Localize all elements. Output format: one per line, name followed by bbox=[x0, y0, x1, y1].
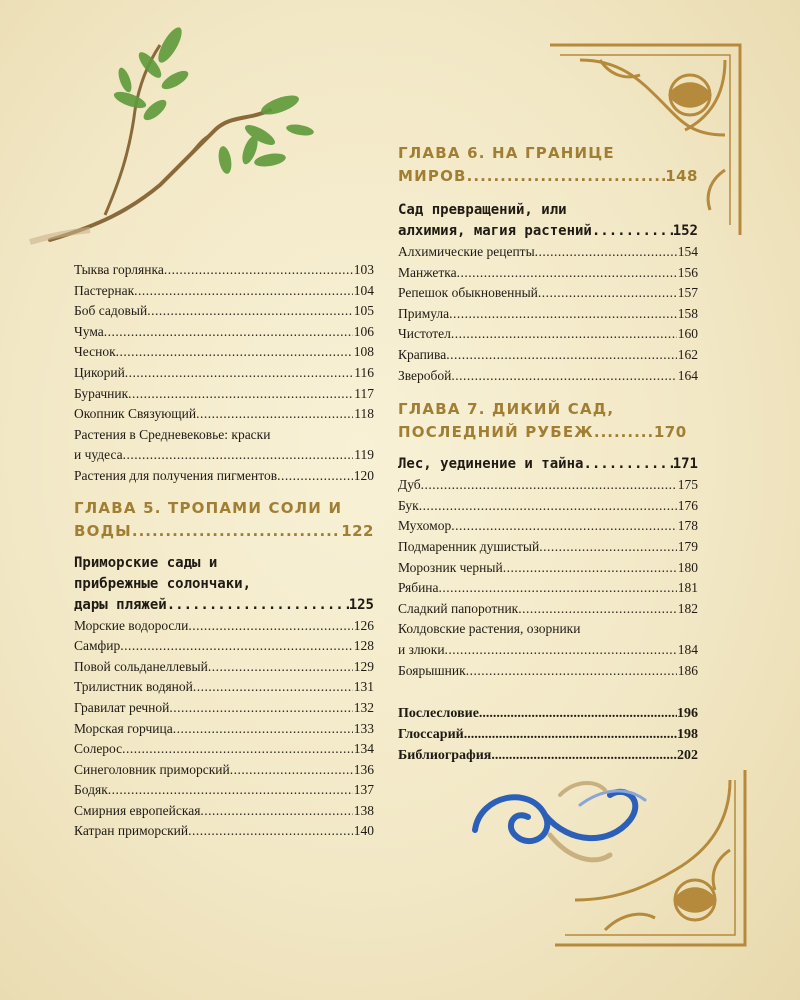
toc-entry-page: 179 bbox=[677, 538, 698, 554]
chapter-title-line: ВОДЫ bbox=[74, 521, 132, 540]
toc-entry[interactable] bbox=[398, 304, 698, 325]
toc-entry-title: Смирния европейская bbox=[74, 802, 201, 818]
back-matter-entry[interactable] bbox=[398, 745, 698, 766]
toc-entry-page: 156 bbox=[677, 264, 698, 280]
toc-entry-page: 180 bbox=[677, 559, 698, 575]
leader-dots bbox=[594, 421, 654, 444]
toc-entry-title: Крапива bbox=[398, 346, 447, 362]
leader-dots bbox=[128, 384, 353, 405]
chapter-title-line: ГЛАВА 5. ТРОПАМИ СОЛИ И bbox=[74, 498, 343, 517]
toc-entry[interactable] bbox=[74, 801, 374, 822]
toc-entry-page: 134 bbox=[353, 741, 374, 757]
toc-entries-group bbox=[74, 260, 374, 425]
toc-entry-page: 104 bbox=[353, 282, 374, 298]
toc-entries-group bbox=[398, 242, 698, 386]
toc-entry[interactable] bbox=[398, 242, 698, 263]
section-title-line: алхимия, магия растений bbox=[398, 223, 592, 239]
toc-entry-title: Алхимические рецепты bbox=[398, 244, 535, 259]
toc-entry-title: Подмаренник душистый bbox=[398, 538, 540, 554]
toc-entry[interactable] bbox=[74, 301, 374, 322]
leader-dots bbox=[188, 616, 352, 637]
toc-entry-page: 157 bbox=[677, 285, 698, 301]
toc-entry-page: 137 bbox=[353, 782, 374, 798]
toc-entry[interactable] bbox=[74, 760, 374, 781]
toc-entry[interactable] bbox=[398, 345, 698, 366]
leader-dots bbox=[451, 516, 677, 537]
toc-entry-page: 126 bbox=[353, 617, 374, 633]
toc-entry-page: 186 bbox=[677, 662, 698, 678]
toc-entry-title: Цикорий bbox=[74, 364, 125, 380]
toc-entry[interactable] bbox=[74, 404, 374, 425]
toc-entry-title: Морские водоросли bbox=[74, 617, 189, 633]
leader-dots bbox=[592, 221, 673, 242]
chapter-page: 148 bbox=[665, 167, 698, 185]
plant-branch-illustration bbox=[10, 10, 340, 260]
leader-dots bbox=[122, 739, 353, 760]
leader-dots bbox=[164, 260, 353, 281]
toc-entry-title: Чума bbox=[74, 323, 104, 339]
leader-dots bbox=[421, 475, 677, 496]
toc-entry-page: 103 bbox=[353, 262, 374, 277]
chapter-heading[interactable] bbox=[398, 142, 698, 188]
toc-entry[interactable] bbox=[398, 619, 698, 640]
toc-entry-page: 106 bbox=[353, 323, 374, 339]
toc-entry-page: 120 bbox=[353, 467, 374, 483]
section-heading[interactable] bbox=[398, 454, 698, 475]
toc-entry-title: Бук bbox=[398, 497, 419, 513]
leader-dots bbox=[169, 698, 352, 719]
toc-entry-page: 198 bbox=[677, 727, 698, 743]
toc-entry[interactable] bbox=[74, 821, 374, 842]
toc-entry-title: Боб садовый bbox=[74, 303, 148, 319]
leader-dots bbox=[467, 165, 666, 188]
leader-dots bbox=[445, 640, 677, 661]
toc-entry-page: 140 bbox=[353, 823, 374, 839]
toc-entry-page: 160 bbox=[677, 326, 698, 342]
toc-entry[interactable] bbox=[74, 466, 374, 487]
leader-dots bbox=[451, 324, 677, 345]
leader-dots bbox=[147, 301, 353, 322]
leader-dots bbox=[464, 724, 677, 745]
toc-entry-title: Боярышник bbox=[398, 662, 466, 678]
toc-entry-continuation[interactable] bbox=[398, 640, 698, 661]
toc-entry-title: Примула bbox=[398, 305, 450, 321]
toc-entry[interactable] bbox=[74, 636, 374, 657]
toc-entries-group bbox=[398, 475, 698, 619]
chapter-heading[interactable] bbox=[74, 497, 374, 543]
section-heading[interactable] bbox=[74, 553, 374, 616]
leader-dots bbox=[134, 281, 353, 302]
toc-entry-title: Окопник Связующий bbox=[74, 406, 197, 422]
leader-dots bbox=[466, 661, 677, 682]
toc-entry[interactable] bbox=[398, 537, 698, 558]
toc-entry[interactable] bbox=[74, 616, 374, 637]
toc-entry-page: 154 bbox=[677, 244, 698, 259]
leader-dots bbox=[491, 745, 677, 766]
toc-entry-page: 105 bbox=[353, 303, 374, 319]
toc-entry-page: 118 bbox=[354, 406, 374, 422]
leader-dots bbox=[200, 801, 352, 822]
toc-entry[interactable] bbox=[398, 558, 698, 579]
leader-dots bbox=[439, 578, 677, 599]
toc-entry-title: Морозник черный bbox=[398, 559, 503, 575]
toc-entry-title: Синеголовник приморский bbox=[74, 761, 230, 777]
toc-entry-title: Колдовские растения, озорники bbox=[398, 621, 581, 637]
toc-entry-title: Сладкий папоротник bbox=[398, 600, 519, 616]
toc-entry-title: Трилистник водяной bbox=[74, 679, 193, 695]
toc-entry-title: Растения для получения пигментов bbox=[74, 467, 278, 483]
leader-dots bbox=[449, 304, 677, 325]
leader-dots bbox=[539, 537, 677, 558]
section-title-line: Приморские сады и bbox=[74, 554, 218, 571]
toc-entry-title: Гравилат речной bbox=[74, 699, 170, 715]
toc-entry[interactable] bbox=[74, 698, 374, 719]
toc-entry[interactable] bbox=[74, 342, 374, 363]
section-page: 171 bbox=[672, 456, 698, 473]
leader-dots bbox=[457, 263, 677, 284]
toc-entry[interactable] bbox=[74, 384, 374, 405]
toc-entry-title: Повой сольданеллевый bbox=[74, 658, 208, 674]
toc-entry-title: Манжетка bbox=[398, 264, 457, 280]
toc-entry-title: Растения в Средневековье: краски bbox=[74, 426, 271, 442]
chapter-page: 122 bbox=[341, 521, 374, 540]
toc-entry[interactable] bbox=[398, 578, 698, 599]
toc-entry-title: Зверобой bbox=[398, 367, 452, 383]
chapter-title-line: ГЛАВА 7. ДИКИЙ САД, bbox=[398, 400, 615, 419]
toc-entry[interactable] bbox=[74, 657, 374, 678]
chapter-title-line: ПОСЛЕДНИЙ РУБЕЖ bbox=[398, 423, 594, 442]
toc-entry-page: 119 bbox=[354, 447, 374, 463]
toc-entry-page: 116 bbox=[354, 364, 374, 380]
leader-dots bbox=[479, 703, 677, 724]
leader-dots bbox=[518, 599, 677, 620]
toc-entry-page: 132 bbox=[353, 699, 374, 715]
leader-dots bbox=[277, 466, 353, 487]
toc-entry[interactable] bbox=[398, 661, 698, 682]
toc-entry[interactable] bbox=[398, 516, 698, 537]
leader-dots bbox=[208, 657, 353, 678]
toc-entry-title: Чистотел bbox=[398, 326, 451, 342]
toc-entry-page: 131 bbox=[353, 679, 374, 695]
toc-entry-page: 181 bbox=[677, 580, 698, 596]
leader-dots bbox=[108, 780, 353, 801]
section-title-line: Лес, уединение и тайна bbox=[398, 456, 584, 473]
leader-dots bbox=[132, 520, 341, 543]
toc-entry[interactable] bbox=[74, 780, 374, 801]
toc-entry-page: 184 bbox=[677, 641, 698, 657]
toc-entry-page: 182 bbox=[677, 600, 698, 616]
toc-entry[interactable] bbox=[74, 281, 374, 302]
toc-entry[interactable] bbox=[74, 260, 374, 281]
section-title-line: прибрежные солончаки, bbox=[74, 575, 252, 592]
toc-entry-title: Катран приморский bbox=[74, 823, 189, 839]
toc-entry-title: и злюки bbox=[398, 641, 445, 657]
leader-dots bbox=[125, 363, 353, 384]
toc-entry-page: 117 bbox=[354, 385, 374, 401]
toc-entry[interactable] bbox=[74, 719, 374, 740]
toc-entry-page: 133 bbox=[353, 720, 374, 736]
leader-dots bbox=[451, 366, 676, 387]
section-title-line: Сад превращений, или bbox=[398, 202, 567, 218]
toc-entry-page: 108 bbox=[353, 344, 374, 360]
leader-dots bbox=[104, 322, 353, 343]
section-page: 125 bbox=[348, 596, 374, 613]
leader-dots bbox=[173, 719, 353, 740]
toc-entry-page: 196 bbox=[677, 706, 698, 722]
toc-entry[interactable] bbox=[398, 324, 698, 345]
toc-right-column bbox=[398, 142, 698, 766]
toc-entry[interactable] bbox=[74, 322, 374, 343]
toc-entry-title: Пастернак bbox=[74, 282, 135, 298]
toc-entry-title: Бурачник bbox=[74, 385, 129, 401]
toc-entry[interactable] bbox=[398, 599, 698, 620]
toc-entry-title: Бодяк bbox=[74, 782, 108, 798]
toc-entry-page: 178 bbox=[677, 518, 698, 534]
section-page: 152 bbox=[672, 223, 698, 239]
toc-entries-group bbox=[74, 616, 374, 843]
toc-entry-title: Послесловие bbox=[398, 706, 479, 722]
leader-dots bbox=[196, 404, 353, 425]
leader-dots bbox=[193, 677, 353, 698]
chapter-title-line: ГЛАВА 6. НА ГРАНИЦЕ bbox=[398, 144, 615, 162]
toc-entry-title: Репешок обыкновенный bbox=[398, 285, 538, 301]
leader-dots bbox=[583, 454, 672, 475]
chapter-heading[interactable] bbox=[398, 398, 698, 444]
leader-dots bbox=[116, 342, 353, 363]
toc-entry-page: 175 bbox=[677, 477, 698, 493]
leader-dots bbox=[503, 558, 677, 579]
toc-entry-title: Библиография bbox=[398, 748, 492, 764]
toc-entry-title: Глоссарий bbox=[398, 727, 464, 743]
leader-dots bbox=[446, 345, 677, 366]
toc-entry[interactable] bbox=[74, 425, 374, 446]
toc-entry-page: 128 bbox=[353, 638, 374, 654]
toc-entry[interactable] bbox=[74, 363, 374, 384]
toc-entry[interactable] bbox=[398, 496, 698, 517]
leader-dots bbox=[167, 595, 349, 616]
leader-dots bbox=[230, 760, 353, 781]
toc-entry-title: Чеснок bbox=[74, 344, 116, 360]
leader-dots bbox=[188, 821, 353, 842]
leader-dots bbox=[538, 283, 677, 304]
back-matter-entry[interactable] bbox=[398, 724, 698, 745]
toc-entry[interactable] bbox=[74, 677, 374, 698]
toc-entry[interactable] bbox=[398, 263, 698, 284]
gold-corner-ornament-bottom bbox=[545, 760, 755, 955]
back-matter-group bbox=[398, 703, 698, 766]
toc-entry-continuation[interactable] bbox=[74, 445, 374, 466]
toc-entry-page: 136 bbox=[353, 761, 374, 777]
toc-entry-title: Мухомор bbox=[398, 518, 452, 534]
leader-dots bbox=[535, 242, 677, 263]
toc-left-column bbox=[74, 260, 374, 842]
toc-entry[interactable] bbox=[74, 739, 374, 760]
chapter-page: 170 bbox=[653, 423, 687, 442]
toc-entry-title: и чудеса bbox=[74, 447, 123, 463]
toc-entry-page: 158 bbox=[677, 305, 698, 321]
toc-entry[interactable] bbox=[398, 366, 698, 387]
toc-entry-title: Дуб bbox=[398, 477, 421, 493]
toc-entry[interactable] bbox=[398, 475, 698, 496]
toc-entry[interactable] bbox=[398, 283, 698, 304]
toc-entry-title: Солерос bbox=[74, 741, 123, 757]
section-heading[interactable] bbox=[398, 200, 698, 242]
leader-dots bbox=[123, 445, 354, 466]
toc-entry-title: Тыква горлянка bbox=[74, 262, 164, 277]
toc-entry-title: Морская горчица bbox=[74, 720, 173, 736]
toc-entry-page: 129 bbox=[353, 658, 374, 674]
toc-entry-title: Самфир bbox=[74, 638, 121, 654]
section-title-line: дары пляжей bbox=[74, 596, 167, 613]
leader-dots bbox=[120, 636, 352, 657]
leader-dots bbox=[419, 496, 677, 517]
back-matter-entry[interactable] bbox=[398, 703, 698, 724]
chapter-title-line: МИРОВ bbox=[398, 167, 467, 185]
toc-entry-page: 162 bbox=[677, 346, 698, 362]
toc-entry-page: 138 bbox=[353, 802, 374, 818]
toc-entry-title: Рябина bbox=[398, 580, 439, 596]
toc-entry-page: 176 bbox=[677, 497, 698, 513]
toc-entry-page: 202 bbox=[677, 748, 698, 764]
toc-entry-page: 164 bbox=[677, 367, 698, 383]
